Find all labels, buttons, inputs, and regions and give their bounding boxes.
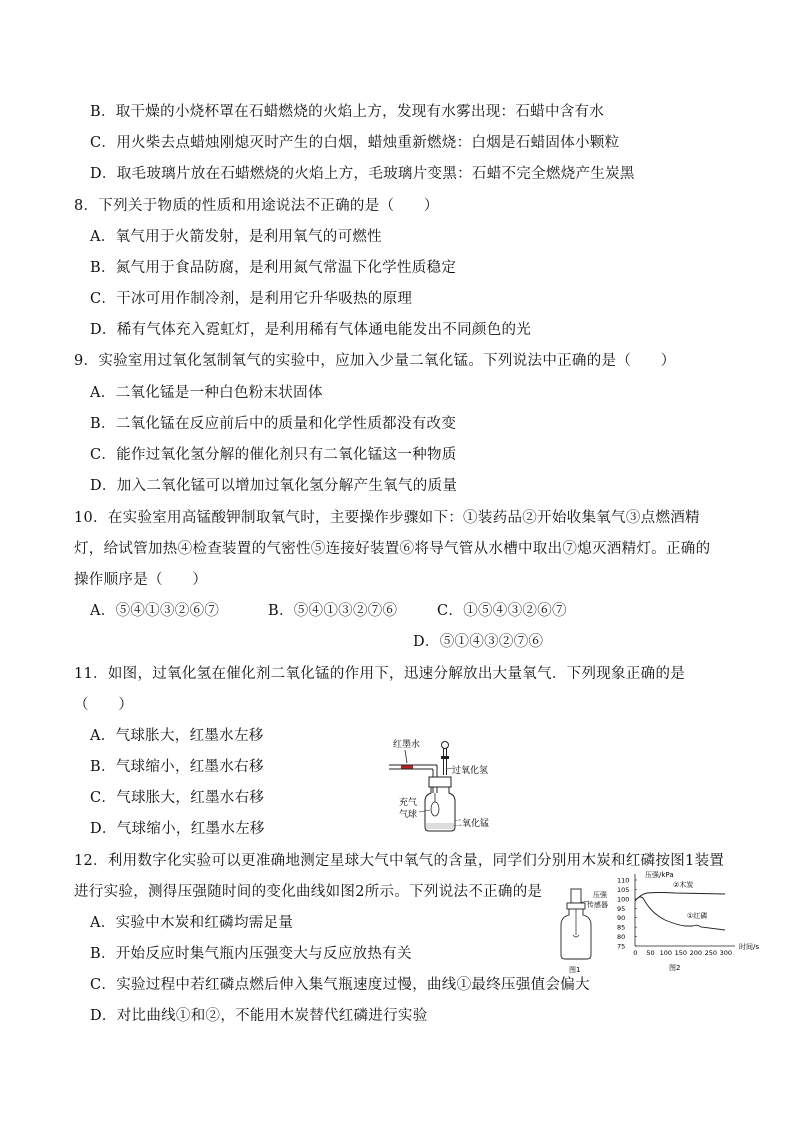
red-ink-slug [401, 766, 413, 769]
q9-option-d: D．加入二氧化锰可以增加过氧化氢分解产生氧气的质量 [90, 478, 458, 494]
q7-option-b: B．取干燥的小烧杯罩在石蜡燃烧的火焰上方，发现有水雾出现：石蜡中含有水 [90, 104, 605, 120]
q9-stem: 9．实验室用过氧化氢制氧气的实验中，应加入少量二氧化锰。下列说法中正确的是（ ） [74, 353, 676, 369]
label-balloon-1: 充气 [399, 798, 418, 808]
q11-answer-paren: （ ） [74, 697, 134, 713]
q10-option-d: D．⑤①④③②⑦⑥ [413, 634, 544, 650]
label-mno2: 二氧化锰 [453, 819, 490, 829]
q10-option-b: B．⑤④①③②⑦⑥ [268, 603, 398, 619]
q11-stem: 11．如图，过氧化氢在催化剂二氧化锰的作用下，迅速分解放出大量氧气．下列现象正确的是 [74, 666, 686, 682]
figure2-caption: 图2 [669, 964, 681, 972]
x-tick-label: 0 [633, 949, 638, 957]
q12-option-d: D．对比曲线①和②，不能用木炭替代红磷进行实验 [90, 1008, 428, 1024]
q7-option-d: D．取毛玻璃片放在石蜡燃烧的火焰上方，毛玻璃片变黑：石蜡不完全燃烧产生炭黑 [90, 166, 635, 182]
x-tick-label: 100 [659, 949, 673, 957]
label-hydrogen-peroxide: 过氧化氢 [452, 766, 489, 776]
x-tick-label: 300 [719, 949, 733, 957]
q12-stem-line2: 进行实验，测得压强随时间的变化曲线如图2所示。下列说法不正确的是 [74, 884, 543, 900]
q11-option-d: D．气球缩小，红墨水左移 [90, 821, 265, 837]
q8-option-c: C．干冰可用作制冷剂，是利用它升华吸热的原理 [90, 291, 413, 307]
figure1-caption: 图1 [569, 966, 581, 974]
q8-stem: 8．下列关于物质的性质和用途说法不正确的是（ ） [74, 198, 439, 214]
label-balloon-2: 气球 [399, 810, 418, 820]
q10-stem-line3: 操作顺序是（ ） [74, 572, 208, 588]
q10-stem-line2: 灯，给试管加热④检查装置的气密性⑤连接好装置⑥将导气管从水槽中取出⑦熄灭酒精灯。正确的 [74, 541, 711, 557]
q10-stem-line1: 10．在实验室用高锰酸钾制取氧气时，主要操作步骤如下：①装药品②开始收集氧气③点燃酒精 [74, 510, 700, 526]
x-tick-label: 50 [646, 949, 655, 957]
label-pressure-sensor-2: 传感器 [587, 901, 608, 909]
y-tick-label: 105 [617, 885, 630, 894]
q12-stem-line1: 12．利用数字化实验可以更准确地测定星球大气中氧气的含量，同学们分别用木炭和红磷按图1装置 [74, 853, 725, 869]
y-tick-label: 100 [617, 895, 630, 904]
q11-option-b: B．气球缩小，红墨水右移 [90, 759, 264, 775]
funnel-valve [441, 756, 449, 759]
label-pressure-sensor-1: 压强 [593, 891, 607, 899]
q9-option-b: B．二氧化锰在反应前后中的质量和化学性质都没有改变 [90, 416, 457, 432]
mno2-layer [426, 823, 454, 829]
curve-charcoal [635, 893, 725, 902]
y-tick-label: 75 [617, 942, 626, 951]
rubber-stopper [429, 777, 451, 787]
x-tick-label: 150 [674, 949, 688, 957]
balloon [431, 802, 439, 816]
x-tick-label: 250 [704, 949, 718, 957]
label-red-ink: 红墨水 [393, 740, 421, 750]
bottle-stopper [567, 903, 585, 909]
chart-ylabel: 压强/kPa [645, 871, 674, 879]
q11-option-c: C．气球胀大，红墨水右移 [90, 790, 265, 806]
y-tick-label: 85 [617, 923, 626, 932]
q8-option-a: A．氧气用于火箭发射，是利用氧气的可燃性 [90, 229, 382, 245]
q11-option-a: A．气球胀大，红墨水左移 [90, 728, 264, 744]
y-tick-label: 110 [617, 876, 630, 885]
q9-option-a: A．二氧化锰是一种白色粉末状固体 [90, 385, 323, 401]
chart-xlabel: 时间/s [739, 943, 760, 951]
q10-option-a: A．⑤④①③②⑥⑦ [90, 603, 220, 619]
sensor-head [571, 889, 581, 903]
q7-option-c: C．用火柴去点蜡烛刚熄灭时产生的白烟，蜡烛重新燃烧：白烟是石蜡固体小颗粒 [90, 135, 620, 151]
q12-option-a: A．实验中木炭和红磷均需足量 [90, 915, 294, 931]
q9-option-c: C．能作过氧化氢分解的催化剂只有二氧化锰这一种物质 [90, 447, 457, 463]
curve-1-label: ①红磷 [687, 912, 708, 920]
q12-figure2-chart [615, 868, 765, 976]
curve-2-label: ②木炭 [673, 881, 694, 889]
y-tick-label: 95 [617, 904, 626, 913]
y-tick-label: 80 [617, 933, 626, 942]
q12-option-c: C．实验过程中若红磷点燃后伸入集气瓶速度过慢，曲线①最终压强值会偏大 [90, 977, 590, 993]
y-tick-label: 90 [617, 914, 626, 923]
x-tick-label: 200 [689, 949, 703, 957]
q10-option-c: C．①⑤④③②⑥⑦ [437, 603, 567, 619]
curve-red-phosphorus [635, 897, 725, 930]
q8-option-d: D．稀有气体充入霓虹灯，是利用稀有气体通电能发出不同颜色的光 [90, 322, 532, 338]
funnel-bulb [442, 742, 449, 749]
q8-option-b: B．氮气用于食品防腐，是利用氮气常温下化学性质稳定 [90, 260, 457, 276]
q11-apparatus-figure [385, 735, 515, 835]
q12-option-b: B．开始反应时集气瓶内压强变大与反应放热有关 [90, 946, 412, 962]
combustion-spoon [573, 935, 579, 937]
